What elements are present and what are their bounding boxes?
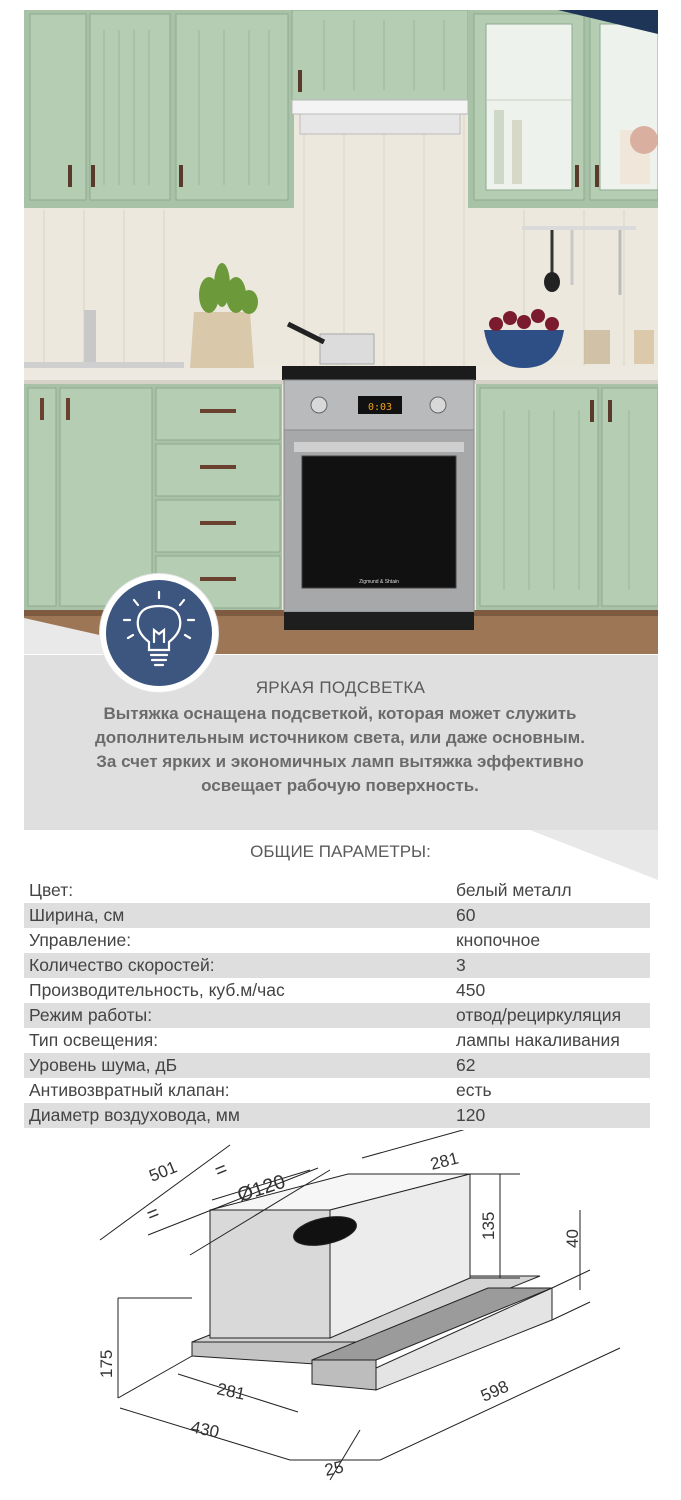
param-label: Диаметр воздуховода, мм xyxy=(29,1105,240,1125)
dim-equal: = xyxy=(143,1201,163,1227)
param-label: Управление: xyxy=(29,930,132,950)
dim-135: 135 xyxy=(479,1211,498,1240)
dim-duct-diameter: Ø120 xyxy=(234,1170,289,1207)
dim-281-bottom: 281 xyxy=(215,1379,247,1404)
param-label: Уровень шума, дБ xyxy=(29,1055,178,1075)
param-value: 3 xyxy=(456,955,466,975)
dim-25: 25 xyxy=(322,1457,346,1480)
param-label: Антивозвратный клапан: xyxy=(29,1080,230,1100)
upper-cabinets-right xyxy=(468,10,658,208)
params-title: ОБЩИЕ ПАРАМЕТРЫ: xyxy=(250,842,431,861)
dim-598: 598 xyxy=(477,1376,512,1406)
param-value: лампы накаливания xyxy=(456,1030,620,1050)
oven-display: 0:03 xyxy=(367,402,393,413)
lighting-badge xyxy=(100,574,218,692)
dim-equal: = xyxy=(211,1157,231,1183)
param-value: 120 xyxy=(456,1105,486,1125)
params-table xyxy=(24,878,650,1128)
table-row xyxy=(24,878,650,903)
oven xyxy=(282,366,476,630)
table-row xyxy=(24,928,650,953)
param-value: 62 xyxy=(456,1055,476,1075)
param-label: Тип освещения: xyxy=(29,1030,159,1050)
lighting-line: Вытяжка оснащена подсветкой, которая может служить xyxy=(103,704,577,723)
hood xyxy=(292,100,468,114)
hero-image xyxy=(24,10,658,654)
table-row xyxy=(24,1053,650,1078)
table-row xyxy=(24,1003,650,1028)
oven-brand: Zigmund & Shtain xyxy=(359,579,399,585)
param-label: Количество скоростей: xyxy=(29,955,215,975)
lighting-description xyxy=(40,702,640,798)
param-value: есть xyxy=(456,1080,492,1100)
lightbulb-icon xyxy=(106,580,212,686)
dim-501: 501 xyxy=(146,1157,180,1186)
dim-430: 430 xyxy=(189,1417,221,1442)
param-label: Ширина, см xyxy=(29,905,125,925)
table-row xyxy=(24,953,650,978)
param-label: Режим работы: xyxy=(29,1005,153,1025)
table-row xyxy=(24,1103,650,1128)
param-value: 450 xyxy=(456,980,486,1000)
table-row xyxy=(24,978,650,1003)
dim-40: 40 xyxy=(563,1229,582,1248)
table-row xyxy=(24,1028,650,1053)
param-label: Производительность, куб.м/час xyxy=(29,980,285,1000)
dim-175: 175 xyxy=(97,1349,116,1378)
param-label: Цвет: xyxy=(29,880,74,900)
table-row xyxy=(24,1078,650,1103)
lighting-line: За счет ярких и экономичных ламп вытяжка эффективно xyxy=(96,752,584,771)
upper-cabinets-left xyxy=(24,10,294,208)
dim-281-top: 281 xyxy=(428,1148,461,1174)
lighting-title: ЯРКАЯ ПОДСВЕТКА xyxy=(255,678,426,697)
param-value: белый металл xyxy=(456,880,572,900)
lighting-line: дополнительным источником света, или даже основным. xyxy=(95,728,585,747)
dimension-drawing xyxy=(0,1130,681,1500)
param-value: отвод/рециркуляция xyxy=(456,1005,622,1025)
badge-circle xyxy=(106,580,212,686)
table-row xyxy=(24,903,650,928)
lighting-line: освещает рабочую поверхность. xyxy=(201,776,479,795)
param-value: кнопочное xyxy=(456,930,541,950)
param-value: 60 xyxy=(456,905,476,925)
